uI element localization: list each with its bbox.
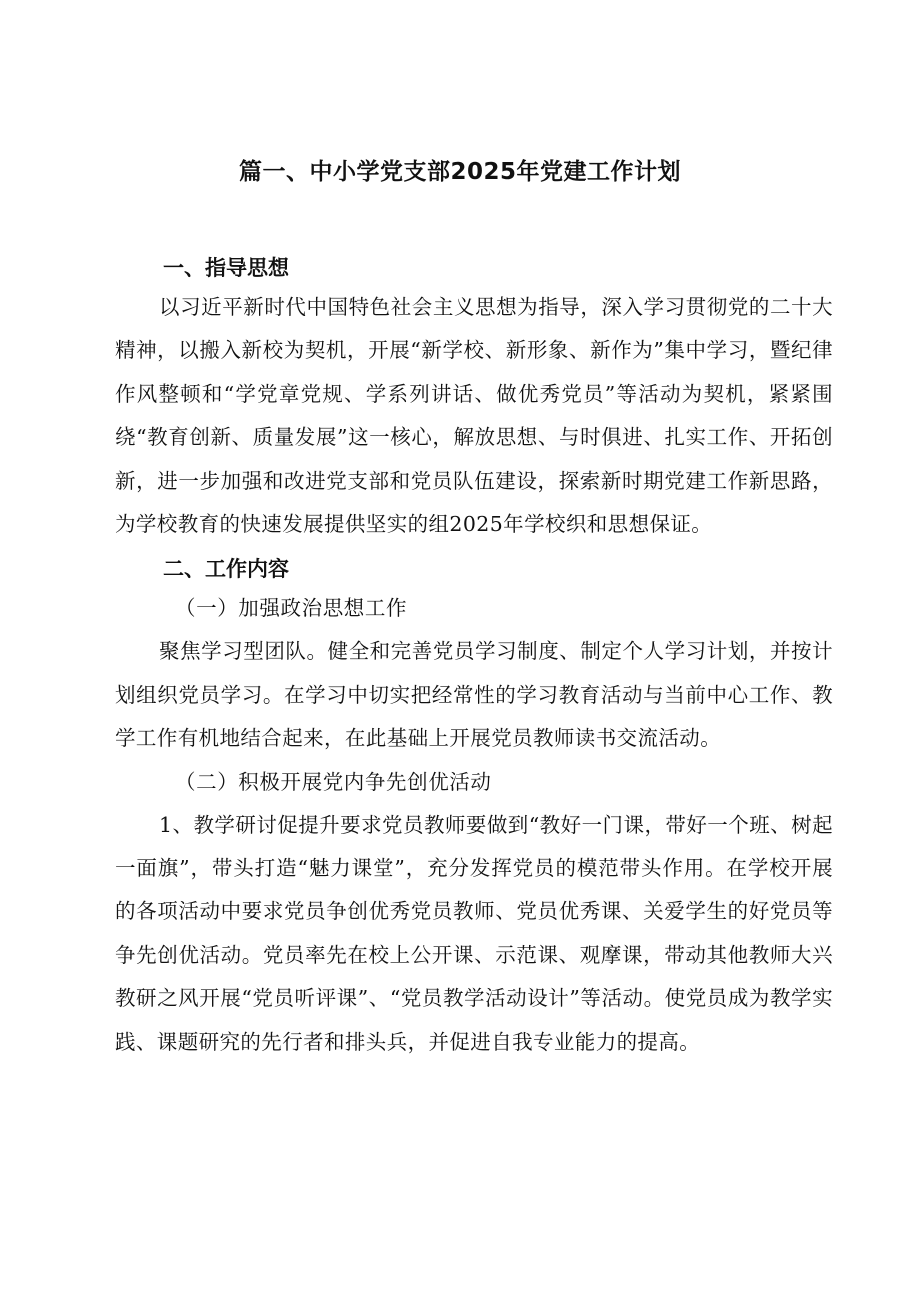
subsection-heading-excellence-activities: （二）积极开展党内争先创优活动 — [175, 769, 492, 794]
subsection-paragraph-political-work: 聚焦学习型团队。健全和完善党员学习制度、制定个人学习计划，并按计划组织党员学习。在学习中切实把经常性的学习教育活动与当前中心工作、教学工作有机地结合起来，在此基础上开展党员教师读书交流活动。 — [115, 639, 833, 751]
document-body — [115, 250, 833, 1064]
section-paragraph-guiding-ideology: 以习近平新时代中国特色社会主义思想为指导，深入学习贯彻党的二十大精神，以搬入新校为契机，开展“新学校、新形象、新作为”集中学习，暨纪律作风整顿和“学党章党规、学系列讲话、做优秀党员”等活动为契机，紧紧围绕“教育创新、质量发展”这一核心，解放思想、与时俱进、扎实工作、开拓创新，进一步加强和改进党支部和党员队伍建设，探索新时期党建工作新思路，为学校教育的快速发展提供坚实的组2025年学校织和思想保证。 — [115, 295, 833, 537]
document-title: 篇一、中小学党支部2025年党建工作计划 — [238, 159, 681, 185]
subsection-paragraph-excellence-activities: 1、教学研讨促提升要求党员教师要做到“教好一门课，带好一个班、树起一面旗”，带头打造“魅力课堂”，充分发挥党员的模范带头作用。在学校开展的各项活动中要求党员争创优秀党员教师、党员优秀课、关爱学生的好党员等争先创优活动。党员率先在校上公开课、示范课、观摩课，带动其他教师大兴教研之风开展“党员听评课”、“党员教学活动设计”等活动。使党员成为教学实践、课题研究的先行者和排头兵，并促进自我专业能力的提高。 — [115, 812, 833, 1054]
section-heading-work-content: 二、工作内容 — [163, 557, 289, 582]
section-heading-guiding-ideology: 一、指导思想 — [163, 256, 289, 280]
subsection-heading-political-work: （一）加强政治思想工作 — [175, 596, 408, 621]
